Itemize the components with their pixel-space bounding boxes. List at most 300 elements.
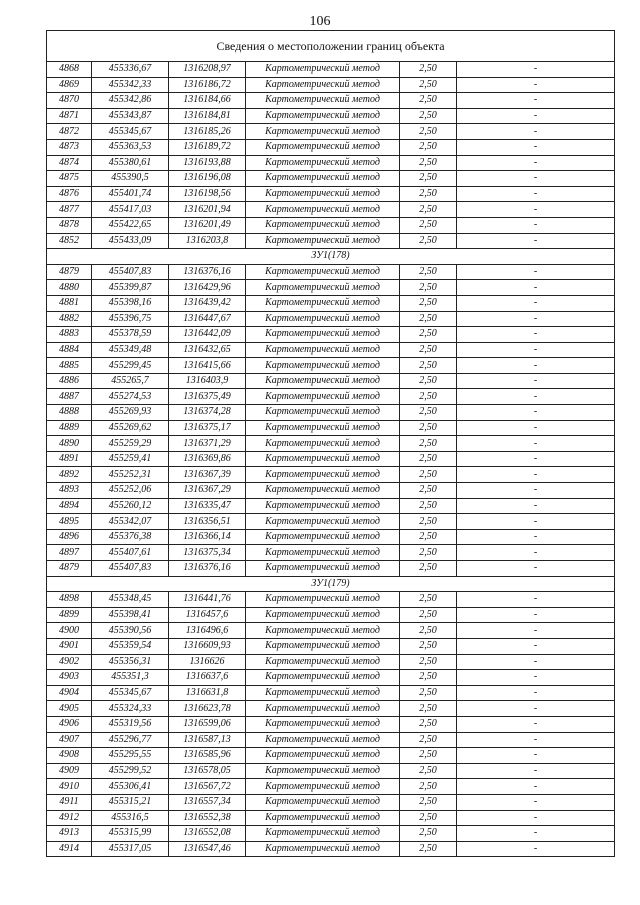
description-cell: - bbox=[457, 607, 615, 623]
description-cell: - bbox=[457, 171, 615, 187]
table-row bbox=[47, 62, 615, 78]
table-row bbox=[47, 638, 615, 654]
x-coordinate-cell: 455398,41 bbox=[92, 607, 169, 623]
point-number-cell: 4897 bbox=[47, 545, 92, 561]
y-coordinate-cell: 1316567,72 bbox=[169, 779, 246, 795]
y-coordinate-cell: 1316203,8 bbox=[169, 233, 246, 249]
method-cell: Картометрический метод bbox=[246, 264, 400, 280]
point-number-cell: 4901 bbox=[47, 638, 92, 654]
method-cell: Картометрический метод bbox=[246, 342, 400, 358]
y-coordinate-cell: 1316185,26 bbox=[169, 124, 246, 140]
method-cell: Картометрический метод bbox=[246, 373, 400, 389]
accuracy-cell: 2,50 bbox=[400, 93, 457, 109]
accuracy-cell: 2,50 bbox=[400, 748, 457, 764]
x-coordinate-cell: 455259,41 bbox=[92, 451, 169, 467]
accuracy-cell: 2,50 bbox=[400, 436, 457, 452]
method-cell: Картометрический метод bbox=[246, 436, 400, 452]
description-cell: - bbox=[457, 373, 615, 389]
table-row bbox=[47, 794, 615, 810]
table-row bbox=[47, 389, 615, 405]
x-coordinate-cell: 455342,33 bbox=[92, 77, 169, 93]
y-coordinate-cell: 1316369,86 bbox=[169, 451, 246, 467]
point-number-cell: 4898 bbox=[47, 592, 92, 608]
page-number: 106 bbox=[309, 14, 331, 29]
method-cell: Картометрический метод bbox=[246, 592, 400, 608]
x-coordinate-cell: 455295,55 bbox=[92, 748, 169, 764]
point-number-cell: 4873 bbox=[47, 139, 92, 155]
point-number-cell: 4884 bbox=[47, 342, 92, 358]
accuracy-cell: 2,50 bbox=[400, 529, 457, 545]
table-title: Сведения о местоположении границ объекта bbox=[47, 31, 615, 62]
table-row bbox=[47, 529, 615, 545]
y-coordinate-cell: 1316367,39 bbox=[169, 467, 246, 483]
accuracy-cell: 2,50 bbox=[400, 62, 457, 78]
accuracy-cell: 2,50 bbox=[400, 389, 457, 405]
description-cell: - bbox=[457, 794, 615, 810]
description-cell: - bbox=[457, 592, 615, 608]
description-cell: - bbox=[457, 451, 615, 467]
x-coordinate-cell: 455348,45 bbox=[92, 592, 169, 608]
y-coordinate-cell: 1316375,17 bbox=[169, 420, 246, 436]
method-cell: Картометрический метод bbox=[246, 763, 400, 779]
x-coordinate-cell: 455398,16 bbox=[92, 295, 169, 311]
description-cell: - bbox=[457, 295, 615, 311]
method-cell: Картометрический метод bbox=[246, 202, 400, 218]
method-cell: Картометрический метод bbox=[246, 529, 400, 545]
method-cell: Картометрический метод bbox=[246, 794, 400, 810]
description-cell: - bbox=[457, 670, 615, 686]
method-cell: Картометрический метод bbox=[246, 358, 400, 374]
description-cell: - bbox=[457, 779, 615, 795]
method-cell: Картометрический метод bbox=[246, 561, 400, 577]
point-number-cell: 4913 bbox=[47, 826, 92, 842]
table-row bbox=[47, 264, 615, 280]
y-coordinate-cell: 1316196,08 bbox=[169, 171, 246, 187]
x-coordinate-cell: 455265,7 bbox=[92, 373, 169, 389]
description-cell: - bbox=[457, 280, 615, 296]
y-coordinate-cell: 1316599,06 bbox=[169, 716, 246, 732]
point-number-cell: 4894 bbox=[47, 498, 92, 514]
description-cell: - bbox=[457, 358, 615, 374]
method-cell: Картометрический метод bbox=[246, 62, 400, 78]
method-cell: Картометрический метод bbox=[246, 638, 400, 654]
description-cell: - bbox=[457, 124, 615, 140]
table-row bbox=[47, 810, 615, 826]
method-cell: Картометрический метод bbox=[246, 311, 400, 327]
point-number-cell: 4907 bbox=[47, 732, 92, 748]
method-cell: Картометрический метод bbox=[246, 685, 400, 701]
table-row bbox=[47, 155, 615, 171]
table-row bbox=[47, 280, 615, 296]
point-number-cell: 4896 bbox=[47, 529, 92, 545]
table-row bbox=[47, 108, 615, 124]
method-cell: Картометрический метод bbox=[246, 217, 400, 233]
method-cell: Картометрический метод bbox=[246, 186, 400, 202]
accuracy-cell: 2,50 bbox=[400, 514, 457, 530]
accuracy-cell: 2,50 bbox=[400, 826, 457, 842]
y-coordinate-cell: 1316609,93 bbox=[169, 638, 246, 654]
point-number-cell: 4883 bbox=[47, 327, 92, 343]
point-number-cell: 4900 bbox=[47, 623, 92, 639]
point-number-cell: 4886 bbox=[47, 373, 92, 389]
y-coordinate-cell: 1316441,76 bbox=[169, 592, 246, 608]
accuracy-cell: 2,50 bbox=[400, 654, 457, 670]
accuracy-cell: 2,50 bbox=[400, 139, 457, 155]
description-cell: - bbox=[457, 685, 615, 701]
x-coordinate-cell: 455269,93 bbox=[92, 405, 169, 421]
section-label: ЗУ1(178) bbox=[47, 249, 615, 265]
x-coordinate-cell: 455433,09 bbox=[92, 233, 169, 249]
table-row bbox=[47, 763, 615, 779]
description-cell: - bbox=[457, 826, 615, 842]
x-coordinate-cell: 455324,33 bbox=[92, 701, 169, 717]
accuracy-cell: 2,50 bbox=[400, 732, 457, 748]
method-cell: Картометрический метод bbox=[246, 280, 400, 296]
point-number-cell: 4869 bbox=[47, 77, 92, 93]
description-cell: - bbox=[457, 420, 615, 436]
x-coordinate-cell: 455390,5 bbox=[92, 171, 169, 187]
y-coordinate-cell: 1316457,6 bbox=[169, 607, 246, 623]
point-number-cell: 4906 bbox=[47, 716, 92, 732]
description-cell: - bbox=[457, 202, 615, 218]
point-number-cell: 4893 bbox=[47, 483, 92, 499]
accuracy-cell: 2,50 bbox=[400, 186, 457, 202]
y-coordinate-cell: 1316432,65 bbox=[169, 342, 246, 358]
x-coordinate-cell: 455336,67 bbox=[92, 62, 169, 78]
method-cell: Картометрический метод bbox=[246, 155, 400, 171]
method-cell: Картометрический метод bbox=[246, 716, 400, 732]
x-coordinate-cell: 455252,06 bbox=[92, 483, 169, 499]
table-row bbox=[47, 561, 615, 577]
table-row bbox=[47, 124, 615, 140]
method-cell: Картометрический метод bbox=[246, 623, 400, 639]
x-coordinate-cell: 455359,54 bbox=[92, 638, 169, 654]
table-row bbox=[47, 732, 615, 748]
description-cell: - bbox=[457, 623, 615, 639]
point-number-cell: 4872 bbox=[47, 124, 92, 140]
description-cell: - bbox=[457, 436, 615, 452]
accuracy-cell: 2,50 bbox=[400, 108, 457, 124]
method-cell: Картометрический метод bbox=[246, 233, 400, 249]
y-coordinate-cell: 1316403,9 bbox=[169, 373, 246, 389]
accuracy-cell: 2,50 bbox=[400, 295, 457, 311]
description-cell: - bbox=[457, 62, 615, 78]
description-cell: - bbox=[457, 763, 615, 779]
description-cell: - bbox=[457, 77, 615, 93]
table-row bbox=[47, 685, 615, 701]
y-coordinate-cell: 1316442,09 bbox=[169, 327, 246, 343]
table-row bbox=[47, 498, 615, 514]
table-row bbox=[47, 654, 615, 670]
x-coordinate-cell: 455317,05 bbox=[92, 841, 169, 857]
accuracy-cell: 2,50 bbox=[400, 810, 457, 826]
description-cell: - bbox=[457, 498, 615, 514]
method-cell: Картометрический метод bbox=[246, 93, 400, 109]
point-number-cell: 4911 bbox=[47, 794, 92, 810]
table-row bbox=[47, 841, 615, 857]
method-cell: Картометрический метод bbox=[246, 732, 400, 748]
y-coordinate-cell: 1316367,29 bbox=[169, 483, 246, 499]
accuracy-cell: 2,50 bbox=[400, 280, 457, 296]
description-cell: - bbox=[457, 139, 615, 155]
x-coordinate-cell: 455342,86 bbox=[92, 93, 169, 109]
x-coordinate-cell: 455376,38 bbox=[92, 529, 169, 545]
method-cell: Картометрический метод bbox=[246, 607, 400, 623]
x-coordinate-cell: 455316,5 bbox=[92, 810, 169, 826]
point-number-cell: 4879 bbox=[47, 561, 92, 577]
table-row bbox=[47, 592, 615, 608]
description-cell: - bbox=[457, 311, 615, 327]
point-number-cell: 4899 bbox=[47, 607, 92, 623]
table-row bbox=[47, 202, 615, 218]
y-coordinate-cell: 1316198,56 bbox=[169, 186, 246, 202]
method-cell: Картометрический метод bbox=[246, 779, 400, 795]
table-title-row bbox=[47, 31, 615, 62]
y-coordinate-cell: 1316201,49 bbox=[169, 217, 246, 233]
accuracy-cell: 2,50 bbox=[400, 607, 457, 623]
accuracy-cell: 2,50 bbox=[400, 467, 457, 483]
point-number-cell: 4912 bbox=[47, 810, 92, 826]
method-cell: Картометрический метод bbox=[246, 451, 400, 467]
description-cell: - bbox=[457, 327, 615, 343]
description-cell: - bbox=[457, 483, 615, 499]
description-cell: - bbox=[457, 467, 615, 483]
point-number-cell: 4878 bbox=[47, 217, 92, 233]
description-cell: - bbox=[457, 810, 615, 826]
point-number-cell: 4905 bbox=[47, 701, 92, 717]
y-coordinate-cell: 1316415,66 bbox=[169, 358, 246, 374]
y-coordinate-cell: 1316547,46 bbox=[169, 841, 246, 857]
point-number-cell: 4870 bbox=[47, 93, 92, 109]
table-row bbox=[47, 233, 615, 249]
point-number-cell: 4877 bbox=[47, 202, 92, 218]
accuracy-cell: 2,50 bbox=[400, 670, 457, 686]
method-cell: Картометрический метод bbox=[246, 327, 400, 343]
table-row bbox=[47, 405, 615, 421]
x-coordinate-cell: 455260,12 bbox=[92, 498, 169, 514]
accuracy-cell: 2,50 bbox=[400, 451, 457, 467]
y-coordinate-cell: 1316184,66 bbox=[169, 93, 246, 109]
y-coordinate-cell: 1316335,47 bbox=[169, 498, 246, 514]
point-number-cell: 4888 bbox=[47, 405, 92, 421]
x-coordinate-cell: 455407,83 bbox=[92, 561, 169, 577]
y-coordinate-cell: 1316376,16 bbox=[169, 561, 246, 577]
table-row bbox=[47, 607, 615, 623]
y-coordinate-cell: 1316587,13 bbox=[169, 732, 246, 748]
y-coordinate-cell: 1316186,72 bbox=[169, 77, 246, 93]
x-coordinate-cell: 455299,45 bbox=[92, 358, 169, 374]
table-row bbox=[47, 716, 615, 732]
x-coordinate-cell: 455306,41 bbox=[92, 779, 169, 795]
method-cell: Картометрический метод bbox=[246, 420, 400, 436]
accuracy-cell: 2,50 bbox=[400, 763, 457, 779]
y-coordinate-cell: 1316631,8 bbox=[169, 685, 246, 701]
description-cell: - bbox=[457, 389, 615, 405]
x-coordinate-cell: 455269,62 bbox=[92, 420, 169, 436]
x-coordinate-cell: 455401,74 bbox=[92, 186, 169, 202]
description-cell: - bbox=[457, 514, 615, 530]
accuracy-cell: 2,50 bbox=[400, 171, 457, 187]
description-cell: - bbox=[457, 186, 615, 202]
section-label: ЗУ1(179) bbox=[47, 576, 615, 592]
table-row bbox=[47, 748, 615, 764]
accuracy-cell: 2,50 bbox=[400, 623, 457, 639]
table-row bbox=[47, 670, 615, 686]
x-coordinate-cell: 455315,21 bbox=[92, 794, 169, 810]
y-coordinate-cell: 1316208,97 bbox=[169, 62, 246, 78]
section-header-row bbox=[47, 249, 615, 265]
x-coordinate-cell: 455407,83 bbox=[92, 264, 169, 280]
y-coordinate-cell: 1316637,6 bbox=[169, 670, 246, 686]
method-cell: Картометрический метод bbox=[246, 670, 400, 686]
x-coordinate-cell: 455343,87 bbox=[92, 108, 169, 124]
table-row bbox=[47, 93, 615, 109]
y-coordinate-cell: 1316375,49 bbox=[169, 389, 246, 405]
description-cell: - bbox=[457, 529, 615, 545]
y-coordinate-cell: 1316184,81 bbox=[169, 108, 246, 124]
point-number-cell: 4895 bbox=[47, 514, 92, 530]
method-cell: Картометрический метод bbox=[246, 467, 400, 483]
table-row bbox=[47, 139, 615, 155]
method-cell: Картометрический метод bbox=[246, 77, 400, 93]
description-cell: - bbox=[457, 217, 615, 233]
point-number-cell: 4891 bbox=[47, 451, 92, 467]
table-row bbox=[47, 483, 615, 499]
point-number-cell: 4904 bbox=[47, 685, 92, 701]
y-coordinate-cell: 1316193,88 bbox=[169, 155, 246, 171]
x-coordinate-cell: 455396,75 bbox=[92, 311, 169, 327]
description-cell: - bbox=[457, 841, 615, 857]
y-coordinate-cell: 1316552,08 bbox=[169, 826, 246, 842]
x-coordinate-cell: 455390,56 bbox=[92, 623, 169, 639]
accuracy-cell: 2,50 bbox=[400, 77, 457, 93]
x-coordinate-cell: 455407,61 bbox=[92, 545, 169, 561]
description-cell: - bbox=[457, 561, 615, 577]
x-coordinate-cell: 455345,67 bbox=[92, 124, 169, 140]
accuracy-cell: 2,50 bbox=[400, 373, 457, 389]
point-number-cell: 4890 bbox=[47, 436, 92, 452]
point-number-cell: 4880 bbox=[47, 280, 92, 296]
table-row bbox=[47, 779, 615, 795]
point-number-cell: 4882 bbox=[47, 311, 92, 327]
point-number-cell: 4892 bbox=[47, 467, 92, 483]
y-coordinate-cell: 1316496,6 bbox=[169, 623, 246, 639]
description-cell: - bbox=[457, 748, 615, 764]
point-number-cell: 4852 bbox=[47, 233, 92, 249]
accuracy-cell: 2,50 bbox=[400, 638, 457, 654]
description-cell: - bbox=[457, 264, 615, 280]
description-cell: - bbox=[457, 108, 615, 124]
boundary-coordinates-table bbox=[46, 30, 615, 857]
accuracy-cell: 2,50 bbox=[400, 155, 457, 171]
accuracy-cell: 2,50 bbox=[400, 311, 457, 327]
y-coordinate-cell: 1316201,94 bbox=[169, 202, 246, 218]
y-coordinate-cell: 1316578,05 bbox=[169, 763, 246, 779]
accuracy-cell: 2,50 bbox=[400, 420, 457, 436]
description-cell: - bbox=[457, 716, 615, 732]
section-header-row bbox=[47, 576, 615, 592]
table-row bbox=[47, 342, 615, 358]
y-coordinate-cell: 1316626 bbox=[169, 654, 246, 670]
method-cell: Картометрический метод bbox=[246, 810, 400, 826]
table-row bbox=[47, 436, 615, 452]
table-row bbox=[47, 623, 615, 639]
x-coordinate-cell: 455319,56 bbox=[92, 716, 169, 732]
description-cell: - bbox=[457, 654, 615, 670]
method-cell: Картометрический метод bbox=[246, 108, 400, 124]
description-cell: - bbox=[457, 732, 615, 748]
point-number-cell: 4871 bbox=[47, 108, 92, 124]
point-number-cell: 4868 bbox=[47, 62, 92, 78]
x-coordinate-cell: 455422,65 bbox=[92, 217, 169, 233]
y-coordinate-cell: 1316552,38 bbox=[169, 810, 246, 826]
accuracy-cell: 2,50 bbox=[400, 264, 457, 280]
x-coordinate-cell: 455345,67 bbox=[92, 685, 169, 701]
accuracy-cell: 2,50 bbox=[400, 202, 457, 218]
method-cell: Картометрический метод bbox=[246, 748, 400, 764]
x-coordinate-cell: 455315,99 bbox=[92, 826, 169, 842]
y-coordinate-cell: 1316374,28 bbox=[169, 405, 246, 421]
description-cell: - bbox=[457, 233, 615, 249]
method-cell: Картометрический метод bbox=[246, 295, 400, 311]
y-coordinate-cell: 1316189,72 bbox=[169, 139, 246, 155]
table-row bbox=[47, 77, 615, 93]
x-coordinate-cell: 455274,53 bbox=[92, 389, 169, 405]
method-cell: Картометрический метод bbox=[246, 545, 400, 561]
x-coordinate-cell: 455417,03 bbox=[92, 202, 169, 218]
table-row bbox=[47, 186, 615, 202]
table-row bbox=[47, 514, 615, 530]
x-coordinate-cell: 455259,29 bbox=[92, 436, 169, 452]
description-cell: - bbox=[457, 342, 615, 358]
point-number-cell: 4887 bbox=[47, 389, 92, 405]
description-cell: - bbox=[457, 93, 615, 109]
accuracy-cell: 2,50 bbox=[400, 405, 457, 421]
y-coordinate-cell: 1316557,34 bbox=[169, 794, 246, 810]
accuracy-cell: 2,50 bbox=[400, 794, 457, 810]
point-number-cell: 4914 bbox=[47, 841, 92, 857]
y-coordinate-cell: 1316439,42 bbox=[169, 295, 246, 311]
method-cell: Картометрический метод bbox=[246, 841, 400, 857]
method-cell: Картометрический метод bbox=[246, 139, 400, 155]
table-row bbox=[47, 217, 615, 233]
method-cell: Картометрический метод bbox=[246, 826, 400, 842]
x-coordinate-cell: 455252,31 bbox=[92, 467, 169, 483]
accuracy-cell: 2,50 bbox=[400, 561, 457, 577]
y-coordinate-cell: 1316623,78 bbox=[169, 701, 246, 717]
x-coordinate-cell: 455356,31 bbox=[92, 654, 169, 670]
x-coordinate-cell: 455299,52 bbox=[92, 763, 169, 779]
accuracy-cell: 2,50 bbox=[400, 685, 457, 701]
table-row bbox=[47, 373, 615, 389]
accuracy-cell: 2,50 bbox=[400, 592, 457, 608]
point-number-cell: 4875 bbox=[47, 171, 92, 187]
accuracy-cell: 2,50 bbox=[400, 701, 457, 717]
method-cell: Картометрический метод bbox=[246, 654, 400, 670]
table-row bbox=[47, 358, 615, 374]
y-coordinate-cell: 1316371,29 bbox=[169, 436, 246, 452]
method-cell: Картометрический метод bbox=[246, 171, 400, 187]
description-cell: - bbox=[457, 701, 615, 717]
point-number-cell: 4876 bbox=[47, 186, 92, 202]
table-row bbox=[47, 171, 615, 187]
point-number-cell: 4910 bbox=[47, 779, 92, 795]
y-coordinate-cell: 1316366,14 bbox=[169, 529, 246, 545]
method-cell: Картометрический метод bbox=[246, 701, 400, 717]
y-coordinate-cell: 1316447,67 bbox=[169, 311, 246, 327]
description-cell: - bbox=[457, 638, 615, 654]
point-number-cell: 4902 bbox=[47, 654, 92, 670]
